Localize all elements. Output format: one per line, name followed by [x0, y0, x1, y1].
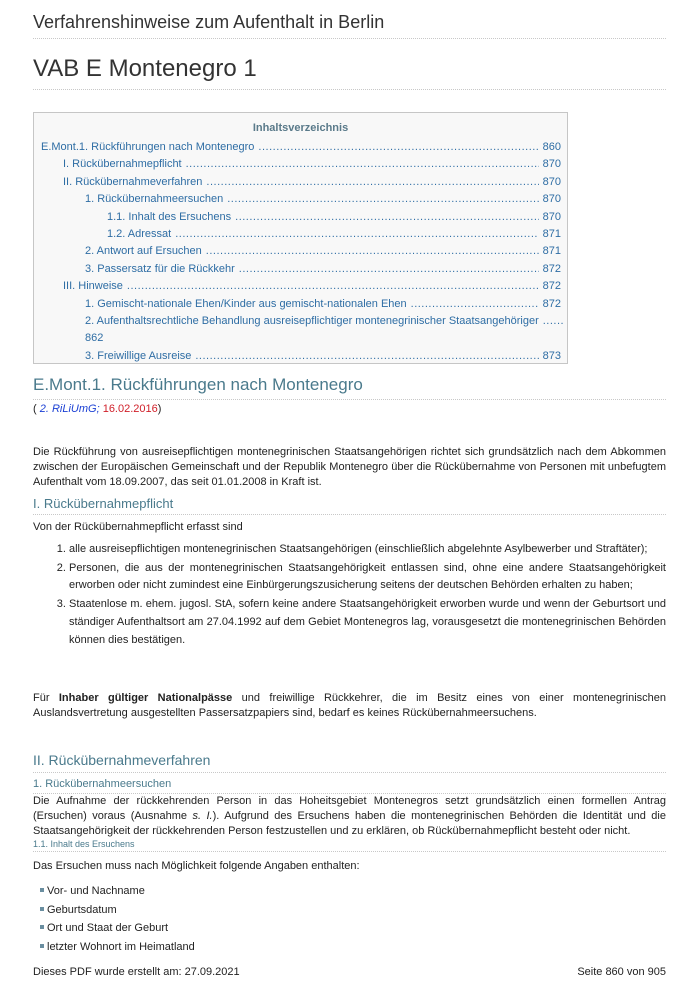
- ref-link[interactable]: 2. RiLiUmG;: [39, 403, 100, 415]
- obligation-list: [33, 541, 666, 650]
- intro-paragraph: Die Rückführung von ausreisepflichtigen montenegrinischen Staatsangehörigen richtet sich grundsätzlich nach dem Abkommen zwischen der Europäischen Gemeinschaft und der Republik Montenegro über die Rückübernahme von Personen mit unbefugtem Aufenthalt vom 18.09.2007, das seit 01.01.2008 in Kraft ist.: [33, 446, 666, 488]
- para-text: Die Aufnahme der rückkehrenden Person in das Hoheitsgebiet Montenegros setzt grundsätzlich einen formellen Antrag (Ersuchen) voraus (Ausnahme: [33, 795, 666, 822]
- footer-page-number: Seite 860 von 905: [577, 966, 666, 978]
- toc-item-label: II. Rückübernahmeverfahren: [63, 175, 203, 188]
- toc-item[interactable]: [34, 296, 567, 313]
- passport-paragraph: [33, 691, 666, 721]
- lead-paragraph: Von der Rückübernahmepflicht erfasst sind: [33, 521, 243, 533]
- toc-item[interactable]: [34, 209, 567, 226]
- lead-paragraph: Das Ersuchen muss nach Möglichkeit folgende Angaben enthalten:: [33, 860, 360, 872]
- toc-item[interactable]: [34, 278, 567, 295]
- subsection-heading: 1. Rückübernahmeersuchen: [33, 778, 666, 794]
- toc-item-label: 3. Passersatz für die Rückkehr: [85, 262, 235, 275]
- toc-item-label: 1.1. Inhalt des Ersuchens: [107, 210, 232, 223]
- toc-item[interactable]: [34, 174, 567, 191]
- toc-item-page: 871: [542, 245, 561, 258]
- toc-item[interactable]: [34, 191, 567, 208]
- section-heading: I. Rückübernahmepflicht: [33, 496, 666, 515]
- toc-item-page: 860: [542, 141, 561, 153]
- ref-close: ): [157, 403, 162, 415]
- toc-item-label: 2. Antwort auf Ersuchen: [85, 245, 202, 258]
- reference-line: [33, 403, 161, 415]
- toc-item-page: 872: [542, 280, 561, 293]
- table-of-contents: [33, 112, 568, 364]
- para-text: Für: [33, 692, 59, 704]
- toc-item-page: 871: [542, 228, 561, 241]
- toc-item-label: 2. Aufenthaltsrechtliche Behandlung ausreisepflichtiger montenegrinischer Staatsangehöriger: [85, 315, 539, 328]
- section-heading: E.Mont.1. Rückführungen nach Montenegro: [33, 375, 666, 400]
- subsection-heading: 1.1. Inhalt des Ersuchens: [33, 839, 666, 852]
- toc-item[interactable]: [34, 261, 567, 278]
- toc-item-label: I. Rückübernahmepflicht: [63, 158, 182, 171]
- toc-item-page: 870: [542, 193, 561, 206]
- toc-item-page: 870: [542, 175, 561, 188]
- toc-item-page: 862: [85, 332, 104, 345]
- para-italic: s. I.: [192, 810, 213, 822]
- toc-item-label: 3. Freiwillige Ausreise: [85, 349, 192, 362]
- toc-item-label: 1. Gemischt-nationale Ehen/Kinder aus gemischt-nationalen Ehen: [85, 297, 407, 310]
- required-data-list: [40, 882, 195, 956]
- para-text: und freiwillige Rückkehrer, die im Besitz eines von einer montenegrinischen Auslandsvertretung ausgestellten Passersatzpapiers sind, bedarf es keines Rückübernahmeersuchens.: [33, 692, 666, 719]
- document-title: VAB E Montenegro 1: [33, 55, 666, 90]
- para-text: ). Aufgrund des Ersuchens haben die montenegrinischen Behörden die Identität und die Staatsangehörigkeit der rückkehrenden Person festzustellen und zu erklären, ob Rückübernahmepflicht besteht oder nicht.: [33, 810, 666, 837]
- toc-item-label: 1. Rückübernahmeersuchen: [85, 193, 224, 206]
- toc-item-page: 870: [542, 210, 561, 223]
- toc-item[interactable]: [34, 226, 567, 243]
- bullet-item: Geburtsdatum: [40, 901, 195, 920]
- toc-item[interactable]: [34, 313, 567, 348]
- toc-item[interactable]: [34, 156, 567, 173]
- bullet-item: Vor- und Nachname: [40, 882, 195, 901]
- para-bold: Inhaber gültiger Nationalpässe: [58, 692, 233, 704]
- toc-item-page: 872: [542, 262, 561, 275]
- toc-item-label: III. Hinweise: [63, 280, 123, 293]
- toc-item-page: 873: [542, 349, 561, 362]
- toc-item[interactable]: [34, 243, 567, 260]
- list-item: 3. Staatenlose m. ehem. jugosl. StA, sofern keine andere Staatsangehörigkeit erworben wurde und wenn der Geburtsort und ständiger Aufenthaltsort am 27.04.1992 auf dem Gebiet Montenegros lag, vorausgesetzt die montenegrinischen Behörden können dies bestätigen.: [69, 596, 666, 649]
- list-item: 2. Personen, die aus der montenegrinischen Staatsangehörigkeit entlassen sind, ohne eine andere Staatsangehörigkeit erworben oder nicht zumindest eine Einbürgerungszusicherung seitens der deutschen Behörden erhalten zu haben;: [69, 560, 666, 595]
- section-heading: II. Rückübernahmeverfahren: [33, 752, 666, 773]
- footer-created-date: Dieses PDF wurde erstellt am: 27.09.2021: [33, 966, 240, 978]
- toc-item-label: E.Mont.1. Rückführungen nach Montenegro: [41, 141, 255, 153]
- toc-heading: Inhaltsverzeichnis: [252, 122, 349, 134]
- site-title: Verfahrenshinweise zum Aufenthalt in Berlin: [33, 12, 666, 39]
- toc-item[interactable]: [34, 348, 567, 365]
- bullet-item: letzter Wohnort im Heimatland: [40, 938, 195, 957]
- request-paragraph: [33, 794, 666, 839]
- bullet-item: Ort und Staat der Geburt: [40, 919, 195, 938]
- toc-item-page: 870: [542, 158, 561, 171]
- toc-item[interactable]: [34, 139, 567, 156]
- toc-item-label: 1.2. Adressat: [107, 228, 172, 241]
- list-item: 1. alle ausreisepflichtigen montenegrinischen Staatsangehörigen (einschließlich abgelehnte Asylbewerber und Straftäter);: [69, 541, 666, 559]
- ref-open: (: [33, 403, 40, 415]
- toc-item-page: 872: [542, 297, 561, 310]
- ref-date: 16.02.2016: [99, 403, 158, 415]
